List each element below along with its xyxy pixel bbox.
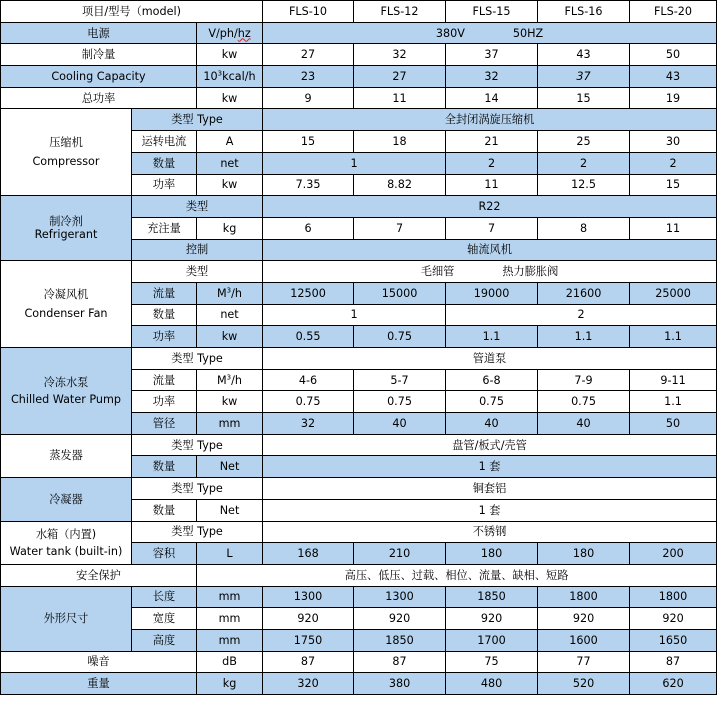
evaporator-type-label: 类型 Type [132, 434, 263, 456]
compressor-current-value: 25 [538, 131, 630, 153]
condenser-type-value: 铜套铝 [263, 478, 717, 500]
total-power-value: 11 [354, 87, 446, 109]
water-tank-volume-unit: L [197, 543, 263, 565]
compressor-current-value: 15 [263, 131, 354, 153]
dimension-height-value: 1600 [538, 629, 630, 651]
compressor-power-value: 8.82 [354, 174, 446, 196]
pump-power-value: 0.75 [446, 391, 538, 413]
power-supply-label: 电源 [1, 22, 197, 44]
evaporator-label: 蒸发器 [1, 434, 132, 477]
cooling-kw-value: 27 [263, 44, 354, 66]
dimension-width-value: 920 [630, 608, 717, 630]
condenser-fan-type-label: 类型 [132, 261, 263, 283]
condenser-fan-power-value: 1.1 [538, 326, 630, 348]
condenser-fan-flow-unit: $M^3/h$ [197, 282, 263, 304]
cooling-kcal-value: 23 [263, 66, 354, 88]
compressor-qty-unit: net [197, 152, 263, 174]
pump-flow-value: 5-7 [354, 369, 446, 391]
model-fls-20: FLS-20 [630, 1, 717, 23]
water-tank-volume-value: 210 [354, 543, 446, 565]
cooling-kw-value: 43 [538, 44, 630, 66]
water-tank-volume-label: 容积 [132, 543, 197, 565]
pump-label: 冷冻水泵 Chilled Water Pump [1, 348, 132, 435]
pump-pipe-value: 40 [354, 413, 446, 435]
pump-type-label: 类型 Type [132, 348, 263, 370]
pump-power-value: 0.75 [538, 391, 630, 413]
refrigerant-type-value: R22 [263, 196, 717, 218]
refrigerant-charge-value: 8 [538, 217, 630, 239]
dimension-height-label: 高度 [132, 629, 197, 651]
refrigerant-charge-value: 6 [263, 217, 354, 239]
dimension-height-value: 1750 [263, 629, 354, 651]
compressor-qty-value: 1 [263, 152, 446, 174]
weight-value: 380 [354, 673, 446, 695]
compressor-qty-label: 数量 [132, 152, 197, 174]
cooling-kw-row [1, 44, 717, 66]
refrigerant-control-value: 轴流风机 [263, 239, 717, 261]
water-tank-type-row [1, 521, 717, 543]
compressor-current-value: 18 [354, 131, 446, 153]
evaporator-type-value: 盘管/板式/壳管 [263, 434, 717, 456]
power-supply-value: 380V 50HZ [263, 22, 717, 44]
dimension-length-row [1, 586, 717, 608]
refrigerant-charge-value: 7 [446, 217, 538, 239]
condenser-fan-qty-value: 2 [446, 304, 717, 326]
condenser-fan-flow-value: 12500 [263, 282, 354, 304]
refrigerant-charge-value: 7 [354, 217, 446, 239]
dimension-width-value: 920 [263, 608, 354, 630]
dimension-length-value: 1800 [630, 586, 717, 608]
condenser-fan-flow-value: 21600 [538, 282, 630, 304]
pump-flow-value: 6-8 [446, 369, 538, 391]
dimension-height-value: 1850 [354, 629, 446, 651]
dimension-length-label: 长度 [132, 586, 197, 608]
pump-pipe-value: 50 [630, 413, 717, 435]
total-power-value: 19 [630, 87, 717, 109]
weight-value: 520 [538, 673, 630, 695]
total-power-value: 14 [446, 87, 538, 109]
condenser-fan-power-value: 0.75 [354, 326, 446, 348]
compressor-current-unit: A [197, 131, 263, 153]
water-tank-volume-value: 200 [630, 543, 717, 565]
compressor-power-value: 12.5 [538, 174, 630, 196]
pump-pipe-value: 40 [538, 413, 630, 435]
compressor-current-label: 运转电流 [132, 131, 197, 153]
pump-pipe-label: 管径 [132, 413, 197, 435]
pump-flow-label: 流量 [132, 369, 197, 391]
condenser-fan-power-unit: kw [197, 326, 263, 348]
pump-type-row [1, 348, 717, 370]
pump-type-value: 管道泵 [263, 348, 717, 370]
cooling-kw-value: 37 [446, 44, 538, 66]
evaporator-qty-label: 数量 [132, 456, 197, 478]
noise-value: 87 [263, 651, 354, 673]
evaporator-qty-value: 1 套 [263, 456, 717, 478]
weight-value: 480 [446, 673, 538, 695]
dimension-height-unit: mm [197, 629, 263, 651]
condenser-fan-flow-value: 15000 [354, 282, 446, 304]
water-tank-volume-value: 180 [538, 543, 630, 565]
evaporator-type-row [1, 434, 717, 456]
dimension-length-value: 1300 [263, 586, 354, 608]
dimension-height-value: 1700 [446, 629, 538, 651]
dimension-height-value: 1650 [630, 629, 717, 651]
safety-label: 安全保护 [1, 564, 197, 586]
cooling-kw-value: 50 [630, 44, 717, 66]
condenser-fan-type-value: 毛细管 热力膨胀阀 [263, 261, 717, 283]
compressor-qty-value: 2 [630, 152, 717, 174]
dimension-width-value: 920 [446, 608, 538, 630]
refrigerant-label: 制冷剂 Refrigerant [1, 196, 132, 261]
dimension-length-value: 1300 [354, 586, 446, 608]
pump-power-value: 0.75 [263, 391, 354, 413]
cooling-kw-unit: kw [197, 44, 263, 66]
cooling-kcal-unit: $10^3kcal/h$ [197, 66, 263, 88]
refrigerant-charge-value: 11 [630, 217, 717, 239]
water-tank-type-label: 类型 Type [132, 521, 263, 543]
pump-flow-value: 4-6 [263, 369, 354, 391]
water-tank-type-value: 不锈钢 [263, 521, 717, 543]
compressor-power-label: 功率 [132, 174, 197, 196]
dimensions-label: 外形尺寸 [1, 586, 132, 651]
power-supply-row [1, 22, 717, 44]
dimension-width-value: 920 [354, 608, 446, 630]
noise-row [1, 651, 717, 673]
noise-label: 噪音 [1, 651, 197, 673]
refrigerant-type-label: 类型 [132, 196, 263, 218]
noise-value: 87 [354, 651, 446, 673]
pump-flow-unit: $M^3/h$ [197, 369, 263, 391]
compressor-power-unit: kw [197, 174, 263, 196]
pump-pipe-value: 40 [446, 413, 538, 435]
evaporator-qty-unit: Net [197, 456, 263, 478]
compressor-qty-value: 2 [538, 152, 630, 174]
compressor-type-value: 全封闭涡旋压缩机 [263, 109, 717, 131]
condenser-fan-power-value: 1.1 [630, 326, 717, 348]
cooling-kw-label: 制冷量 [1, 44, 197, 66]
pump-power-unit: kw [197, 391, 263, 413]
weight-row [1, 673, 717, 695]
water-tank-volume-value: 168 [263, 543, 354, 565]
condenser-fan-type-row [1, 261, 717, 283]
compressor-power-value: 7.35 [263, 174, 354, 196]
cooling-kcal-label: Cooling Capacity [1, 66, 197, 88]
compressor-current-value: 30 [630, 131, 717, 153]
total-power-row [1, 87, 717, 109]
weight-label: 重量 [1, 673, 197, 695]
condenser-fan-flow-label: 流量 [132, 282, 197, 304]
condenser-fan-flow-value: 19000 [446, 282, 538, 304]
cooling-kw-value: 32 [354, 44, 446, 66]
total-power-label: 总功率 [1, 87, 197, 109]
noise-value: 87 [630, 651, 717, 673]
condenser-qty-value: 1 套 [263, 499, 717, 521]
pump-flow-value: 7-9 [538, 369, 630, 391]
condenser-fan-qty-value: 1 [263, 304, 446, 326]
condenser-fan-flow-value: 25000 [630, 282, 717, 304]
safety-value: 高压、低压、过载、相位、流量、缺相、短路 [197, 564, 717, 586]
weight-value: 320 [263, 673, 354, 695]
refrigerant-control-label: 控制 [132, 239, 263, 261]
compressor-type-label: 类型 Type [132, 109, 263, 131]
total-power-value: 15 [538, 87, 630, 109]
model-fls-12: FLS-12 [354, 1, 446, 23]
pump-pipe-value: 32 [263, 413, 354, 435]
dimension-width-unit: mm [197, 608, 263, 630]
power-supply-unit: V/ph/hz [197, 22, 263, 44]
condenser-fan-power-value: 0.55 [263, 326, 354, 348]
refrigerant-type-row [1, 196, 717, 218]
compressor-type-row [1, 109, 717, 131]
pump-pipe-unit: mm [197, 413, 263, 435]
compressor-power-value: 15 [630, 174, 717, 196]
cooling-kcal-value: 27 [354, 66, 446, 88]
refrigerant-charge-label: 充注量 [132, 217, 197, 239]
compressor-label: 压缩机 Compressor [1, 109, 132, 196]
condenser-fan-label: 冷凝风机 Condenser Fan [1, 261, 132, 348]
compressor-qty-value: 2 [446, 152, 538, 174]
dimension-length-value: 1850 [446, 586, 538, 608]
cooling-kcal-value: 43 [630, 66, 717, 88]
pump-flow-value: 9-11 [630, 369, 717, 391]
condenser-qty-label: 数量 [132, 499, 197, 521]
model-fls-15: FLS-15 [446, 1, 538, 23]
compressor-current-value: 21 [446, 131, 538, 153]
condenser-fan-power-value: 1.1 [446, 326, 538, 348]
water-tank-volume-value: 180 [446, 543, 538, 565]
pump-power-label: 功率 [132, 391, 197, 413]
dimension-length-unit: mm [197, 586, 263, 608]
noise-value: 75 [446, 651, 538, 673]
noise-value: 77 [538, 651, 630, 673]
condenser-type-row [1, 478, 717, 500]
dimension-width-label: 宽度 [132, 608, 197, 630]
header-label: 项目/型号（model) [1, 1, 263, 23]
header-row [1, 1, 717, 23]
total-power-unit: kw [197, 87, 263, 109]
condenser-qty-unit: Net [197, 499, 263, 521]
refrigerant-charge-unit: kg [197, 217, 263, 239]
condenser-type-label: 类型 Type [132, 478, 263, 500]
condenser-fan-qty-label: 数量 [132, 304, 197, 326]
dimension-width-value: 920 [538, 608, 630, 630]
dimension-length-value: 1800 [538, 586, 630, 608]
condenser-label: 冷凝器 [1, 478, 132, 521]
cooling-kcal-value: 32 [446, 66, 538, 88]
safety-row [1, 564, 717, 586]
water-tank-label: 水箱（内置) Water tank (built-in) [1, 521, 132, 564]
model-fls-16: FLS-16 [538, 1, 630, 23]
model-fls-10: FLS-10 [263, 1, 354, 23]
cooling-kcal-value: 37 [538, 66, 630, 88]
condenser-fan-power-label: 功率 [132, 326, 197, 348]
pump-power-value: 0.75 [354, 391, 446, 413]
cooling-kcal-row [1, 66, 717, 88]
compressor-power-value: 11 [446, 174, 538, 196]
weight-unit: kg [197, 673, 263, 695]
condenser-fan-qty-unit: net [197, 304, 263, 326]
weight-value: 620 [630, 673, 717, 695]
noise-unit: dB [197, 651, 263, 673]
total-power-value: 9 [263, 87, 354, 109]
pump-power-value: 1.1 [630, 391, 717, 413]
